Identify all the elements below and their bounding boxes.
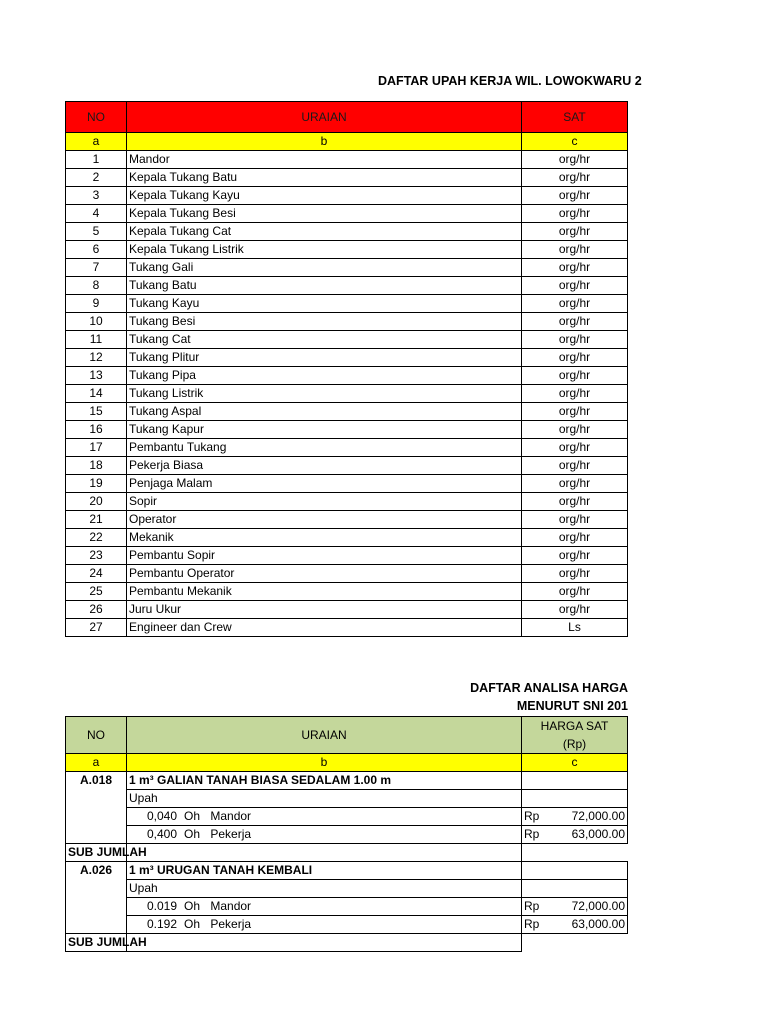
row-no: 17 [66, 439, 127, 457]
table-row [66, 403, 628, 421]
section-upah: Upah [127, 790, 522, 808]
price-value: 63,000.00 [571, 827, 625, 841]
item-name: Pekerja [210, 827, 252, 841]
row-uraian: Pembantu Tukang [127, 439, 522, 457]
section-code: A.026 [66, 862, 127, 934]
subtotal-value [127, 844, 522, 862]
row-uraian: Pembantu Sopir [127, 547, 522, 565]
row-no: 5 [66, 223, 127, 241]
row-sat: org/hr [522, 601, 628, 619]
table-row [66, 367, 628, 385]
row-no: 14 [66, 385, 127, 403]
table-row [66, 349, 628, 367]
item-coef: 0.192 [146, 917, 177, 931]
row-sat: org/hr [522, 205, 628, 223]
row-no: 7 [66, 259, 127, 277]
row-uraian: Operator [127, 511, 522, 529]
table-row [66, 385, 628, 403]
upah-price-empty [522, 880, 628, 898]
sub-c: c [522, 754, 628, 772]
table-row [66, 511, 628, 529]
row-no: 16 [66, 421, 127, 439]
table-row [66, 295, 628, 313]
table-row [66, 277, 628, 295]
row-no: 10 [66, 313, 127, 331]
item-coef: 0,400 [146, 827, 177, 841]
header-uraian: URAIAN [127, 102, 522, 133]
row-sat: org/hr [522, 367, 628, 385]
row-sat: org/hr [522, 259, 628, 277]
table-row [66, 439, 628, 457]
sub-a: a [66, 754, 127, 772]
sub-b: b [127, 754, 522, 772]
analysis-table-header [66, 717, 628, 754]
analysis-title: DAFTAR ANALISA HARGA [470, 681, 628, 695]
item-name: Mandor [210, 809, 252, 823]
section-title-row [66, 862, 628, 880]
section-code: A.018 [66, 772, 127, 844]
table-row [66, 169, 628, 187]
section-title: 1 m³ GALIAN TANAH BIASA SEDALAM 1.00 m [127, 772, 522, 790]
item-unit: Oh [183, 827, 200, 841]
row-sat: org/hr [522, 169, 628, 187]
row-sat: org/hr [522, 241, 628, 259]
row-sat: org/hr [522, 475, 628, 493]
header-sat: SAT [522, 102, 628, 133]
row-uraian: Tukang Plitur [127, 349, 522, 367]
table-row [66, 187, 628, 205]
table-row [66, 565, 628, 583]
sub-c: c [522, 133, 628, 151]
page-title: DAFTAR UPAH KERJA WIL. LOWOKWARU 2 [378, 74, 642, 88]
row-uraian: Kepala Tukang Cat [127, 223, 522, 241]
table-row [66, 151, 628, 169]
table-row [66, 475, 628, 493]
subtotal-label: SUB JUMLAH [66, 844, 127, 862]
rp-label: Rp [524, 827, 540, 841]
sub-a: a [66, 133, 127, 151]
row-sat: org/hr [522, 313, 628, 331]
row-sat: org/hr [522, 331, 628, 349]
item-price [522, 916, 628, 934]
header-harga [522, 717, 628, 754]
section-price-empty [522, 862, 628, 880]
row-sat: org/hr [522, 151, 628, 169]
row-no: 4 [66, 205, 127, 223]
row-uraian: Kepala Tukang Kayu [127, 187, 522, 205]
row-no: 9 [66, 295, 127, 313]
row-no: 2 [66, 169, 127, 187]
header-harga-line2: (Rp) [562, 737, 587, 751]
table-row [66, 223, 628, 241]
row-no: 24 [66, 565, 127, 583]
table-row [66, 331, 628, 349]
rp-label: Rp [524, 809, 540, 823]
row-uraian: Pekerja Biasa [127, 457, 522, 475]
table-row [66, 205, 628, 223]
row-sat: org/hr [522, 547, 628, 565]
labor-item-row [66, 898, 628, 916]
row-uraian: Pembantu Operator [127, 565, 522, 583]
row-sat: org/hr [522, 565, 628, 583]
table-row [66, 313, 628, 331]
row-sat: org/hr [522, 223, 628, 241]
header-harga-line1: HARGA SAT [540, 719, 609, 733]
row-no: 27 [66, 619, 127, 637]
item-price [522, 898, 628, 916]
item-unit: Oh [183, 809, 200, 823]
price-value: 72,000.00 [571, 809, 625, 823]
row-no: 21 [66, 511, 127, 529]
upah-price-empty [522, 790, 628, 808]
row-uraian: Penjaga Malam [127, 475, 522, 493]
table-row [66, 421, 628, 439]
row-uraian: Tukang Cat [127, 331, 522, 349]
table-row [66, 619, 628, 637]
table-row [66, 259, 628, 277]
section-title-row [66, 772, 628, 790]
row-uraian: Tukang Besi [127, 313, 522, 331]
table-row [66, 529, 628, 547]
item-price [522, 808, 628, 826]
item-unit: Oh [183, 917, 200, 931]
wage-table [65, 101, 628, 637]
row-uraian: Tukang Gali [127, 259, 522, 277]
row-no: 15 [66, 403, 127, 421]
labor-item [127, 916, 522, 934]
analysis-subtitle: MENURUT SNI 201 [516, 699, 628, 713]
row-sat: org/hr [522, 295, 628, 313]
row-sat: org/hr [522, 511, 628, 529]
row-uraian: Tukang Batu [127, 277, 522, 295]
row-no: 8 [66, 277, 127, 295]
row-no: 26 [66, 601, 127, 619]
title1-clip [0, 70, 642, 94]
row-sat: Ls [522, 619, 628, 637]
row-no: 13 [66, 367, 127, 385]
row-uraian: Juru Ukur [127, 601, 522, 619]
row-uraian: Sopir [127, 493, 522, 511]
subtotal-value [127, 934, 522, 952]
subtotal-label: SUB JUMLAH [66, 934, 127, 952]
section-upah-row [66, 790, 628, 808]
row-no: 20 [66, 493, 127, 511]
row-no: 19 [66, 475, 127, 493]
analysis-table-subheader [66, 754, 628, 772]
row-uraian: Tukang Pipa [127, 367, 522, 385]
row-sat: org/hr [522, 385, 628, 403]
row-uraian: Engineer dan Crew [127, 619, 522, 637]
section-title: 1 m³ URUGAN TANAH KEMBALI [127, 862, 522, 880]
labor-item [127, 808, 522, 826]
row-sat: org/hr [522, 493, 628, 511]
row-uraian: Kepala Tukang Batu [127, 169, 522, 187]
labor-item-row [66, 916, 628, 934]
table-row [66, 583, 628, 601]
table-row [66, 241, 628, 259]
table-row [66, 493, 628, 511]
row-sat: org/hr [522, 187, 628, 205]
row-uraian: Kepala Tukang Listrik [127, 241, 522, 259]
row-uraian: Tukang Listrik [127, 385, 522, 403]
row-sat: org/hr [522, 277, 628, 295]
row-no: 3 [66, 187, 127, 205]
row-no: 23 [66, 547, 127, 565]
price-value: 72,000.00 [571, 899, 625, 913]
item-coef: 0,040 [146, 809, 177, 823]
rp-label: Rp [524, 917, 540, 931]
item-name: Mandor [210, 899, 252, 913]
labor-item [127, 826, 522, 844]
labor-item-row [66, 808, 628, 826]
labor-item [127, 898, 522, 916]
row-sat: org/hr [522, 439, 628, 457]
analysis-table [65, 716, 628, 952]
row-sat: org/hr [522, 529, 628, 547]
header-no: NO [66, 102, 127, 133]
row-sat: org/hr [522, 457, 628, 475]
wage-table-header [66, 102, 628, 133]
row-no: 11 [66, 331, 127, 349]
table-row [66, 457, 628, 475]
labor-item-row [66, 826, 628, 844]
item-name: Pekerja [210, 917, 252, 931]
header-no: NO [66, 717, 127, 754]
table-row [66, 601, 628, 619]
item-price [522, 826, 628, 844]
row-no: 18 [66, 457, 127, 475]
row-no: 25 [66, 583, 127, 601]
row-sat: org/hr [522, 421, 628, 439]
row-sat: org/hr [522, 349, 628, 367]
section-upah-row [66, 880, 628, 898]
rp-label: Rp [524, 899, 540, 913]
table-row [66, 547, 628, 565]
price-value: 63,000.00 [571, 917, 625, 931]
row-sat: org/hr [522, 403, 628, 421]
row-no: 12 [66, 349, 127, 367]
row-uraian: Mandor [127, 151, 522, 169]
subtotal-row [66, 844, 628, 862]
header-uraian: URAIAN [127, 717, 522, 754]
row-sat: org/hr [522, 583, 628, 601]
row-no: 6 [66, 241, 127, 259]
row-no: 22 [66, 529, 127, 547]
section-price-empty [522, 772, 628, 790]
row-uraian: Tukang Kayu [127, 295, 522, 313]
sub-b: b [127, 133, 522, 151]
item-coef: 0.019 [146, 899, 177, 913]
row-uraian: Tukang Kapur [127, 421, 522, 439]
row-uraian: Pembantu Mekanik [127, 583, 522, 601]
subtotal-row [66, 934, 628, 952]
section-upah: Upah [127, 880, 522, 898]
row-uraian: Tukang Aspal [127, 403, 522, 421]
row-uraian: Mekanik [127, 529, 522, 547]
row-no: 1 [66, 151, 127, 169]
item-unit: Oh [183, 899, 200, 913]
wage-table-subheader [66, 133, 628, 151]
row-uraian: Kepala Tukang Besi [127, 205, 522, 223]
